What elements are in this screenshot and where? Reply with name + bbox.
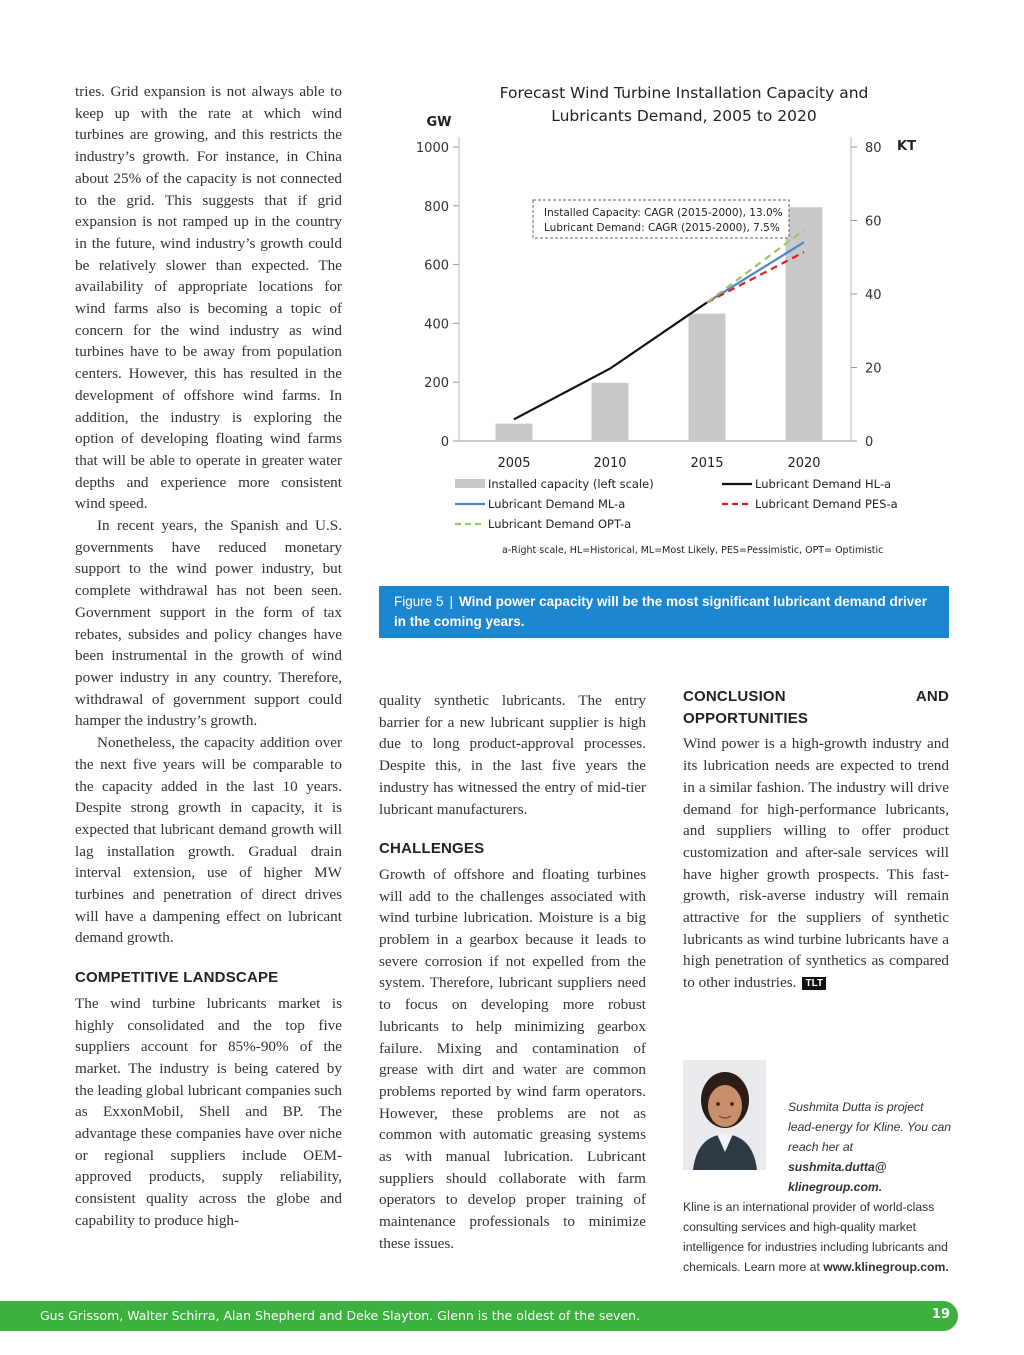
paragraph: Wind power is a high-growth industry and its lubrication needs are expected to trend in a similar fashion. The industry will drive demand for high-performance lubricants, and suppliers willing to offer product customization and after-sale services will have higher growth prospects. This fast-growth, risk-averse industry will remain attractive for the suppliers of synthetic lubricants as wind turbine lubricants have a high penetration of synthetics as compared to other industries.	[683, 735, 949, 992]
author-bio	[788, 1097, 953, 1197]
legend-label: Lubricant Demand HL-a	[755, 477, 892, 491]
paragraph: Growth of offshore and floating turbines will add to the challenges associated with wind turbine lubrication. Moisture is a big problem in a gearbox because it leads to severe corrosion if not expelled from the system. Therefore, lubricant suppliers need to focus on developing more robust lubricants to help minimizing gearbox failure. Mixing and contamination of grease with dirt and water are common problems reported by wind farm operators. However, these problems are not as common with automatic greasing systems as with manual lubrication. Lubricant suppliers should collaborate with farm operators to develop proper training of maintenance professionals to minimize these issues.	[379, 865, 646, 1252]
figure-label: Figure 5	[394, 594, 444, 609]
legend-label: Installed capacity (left scale)	[488, 477, 654, 491]
bar-installed-capacity	[592, 383, 629, 441]
left-axis-tick-label: 0	[440, 435, 449, 450]
left-axis-unit: GW	[426, 115, 452, 130]
author-photo	[683, 1060, 766, 1170]
figure-caption-text: Wind power capacity will be the most significant lubricant demand driver in the coming years.	[394, 594, 928, 629]
bar-installed-capacity	[689, 314, 726, 441]
x-axis-tick-label: 2005	[497, 456, 531, 471]
page-number: 19	[931, 1307, 950, 1322]
heading-competitive-landscape: COMPETITIVE LANDSCAPE	[75, 969, 279, 987]
footer-text: Gus Grissom, Walter Schirra, Alan Shepherd and Deke Slayton. Glenn is the oldest of the seven.	[40, 1308, 641, 1323]
right-axis-tick-label: 80	[865, 141, 882, 156]
right-axis-tick-label: 0	[865, 435, 874, 450]
author-bio-text: Sushmita Dutta is project lead-energy for Kline. You can reach her at	[788, 1100, 952, 1154]
paragraph: The wind turbine lubricants market is highly consolidated and the top five suppliers account for 85%-90% of the market. The industry is being catered by the leading global lubricant companies such as ExxonMobil, Shell and BP. The advantage these companies have over niche or regional suppliers include OEM-approved products, supply reliability, consistent quality across the globe and capability to produce high-	[75, 994, 342, 1229]
right-axis-tick-label: 40	[865, 288, 882, 303]
x-axis-tick-label: 2010	[593, 456, 627, 471]
left-axis-tick-label: 400	[424, 317, 449, 333]
figure-caption	[379, 586, 949, 638]
kline-note-text: Kline is an international provider of world-class consulting services and high-quality market intelligence for industries including lubricants and chemicals. Learn more at	[683, 1200, 948, 1274]
paragraph: In recent years, the Spanish and U.S. governments have reduced monetary support to the wind power industry, but complete withdrawal has not been seen. Government support in the form of tax rebates, subsides and policy changes have been instrumental in the growth of wind power industry in any country. Therefore, withdrawal of government support could hamper the industry’s growth.	[75, 517, 342, 730]
legend-label: Lubricant Demand OPT-a	[488, 517, 632, 531]
x-axis-tick-label: 2015	[690, 456, 724, 471]
column-1	[75, 81, 342, 1232]
left-axis-tick-label: 1000	[415, 141, 449, 156]
x-axis-tick-label: 2020	[787, 456, 821, 471]
chart-footnote: a-Right scale, HL=Historical, ML=Most Likely, PES=Pessimistic, OPT= Optimistic	[502, 545, 884, 556]
paragraph: Nonetheless, the capacity addition over the next five years will be comparable to the capacity added in the last 10 years. Despite strong growth in capacity, it is expected that lubricant demand growth will lag installation growth. Gradual drain interval extension, use of higher MW turbines and penetration of direct drives will have a dampening effect on lubricant demand growth.	[75, 734, 342, 947]
legend-label: Lubricant Demand PES-a	[755, 497, 898, 511]
paragraph: quality synthetic lubricants. The entry barrier for a new lubricant supplier is high due to long product-approval processes. Despite this, in the last five years the industry has witnessed the entry of mid-tier lubricant manufacturers.	[379, 692, 646, 818]
left-axis-tick-label: 800	[424, 199, 449, 215]
chart-svg	[379, 78, 949, 578]
heading-conclusion: CONCLUSION AND OPPORTUNITIES	[683, 688, 949, 727]
tlt-logo-badge: TLT	[802, 977, 826, 990]
paragraph: tries. Grid expansion is not always able to keep up with the rate at which wind turbines are growing, and this restricts the industry’s growth. For instance, in China about 25% of the capacity is not connected to the grid. This suggests that if grid expansion is not ramped up in the country in the future, wind industry’s growth could be relatively slower than expected. The availability of appropriate locations for wind farms also is becoming a topic of concern for the wind industry as wind turbines have to be away from population centers. However, this has resulted in the development of offshore wind farms. In addition, the industry is exploring the option of developing floating wind farms that will be able to operate in greater water depths and experience more consistent wind speed.	[75, 83, 342, 513]
cagr-annotation-text: Lubricant Demand: CAGR (2015-2000), 7.5%	[544, 222, 780, 234]
column-3	[683, 686, 949, 994]
author-email-link[interactable]: sushmita.dutta@ klinegroup.com.	[788, 1160, 887, 1194]
cagr-annotation-text: Installed Capacity: CAGR (2015-2000), 13.0%	[544, 207, 783, 219]
legend-swatch-bar	[455, 479, 485, 488]
right-axis-tick-label: 60	[865, 214, 882, 230]
right-axis-tick-label: 20	[865, 361, 882, 377]
bar-installed-capacity	[496, 424, 533, 441]
left-axis-tick-label: 600	[424, 258, 449, 274]
figure-separator: |	[449, 594, 454, 609]
chart-title: Forecast Wind Turbine Installation Capacity and Lubricants Demand, 2005 to 2020	[499, 84, 869, 125]
column-2	[379, 690, 646, 1255]
kline-note	[683, 1197, 953, 1277]
footer-bar	[0, 1301, 958, 1331]
kline-website-link[interactable]: www.klinegroup.com.	[823, 1260, 949, 1274]
figure-chart	[379, 78, 949, 578]
heading-challenges: CHALLENGES	[379, 840, 485, 858]
legend-label: Lubricant Demand ML-a	[488, 497, 626, 511]
left-axis-tick-label: 200	[424, 376, 449, 392]
right-axis-unit: KT	[897, 139, 916, 154]
